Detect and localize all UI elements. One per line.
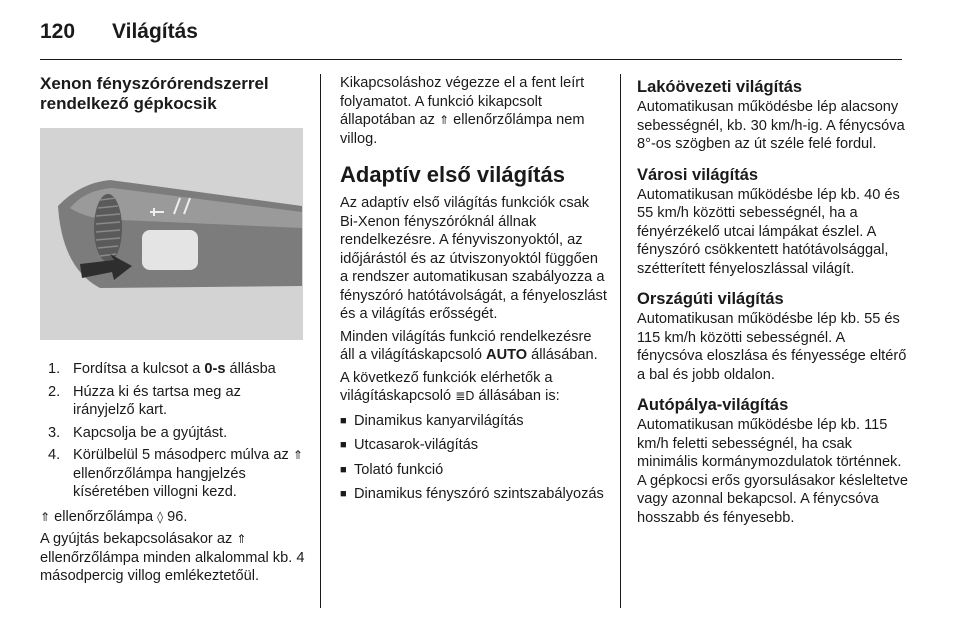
page-number: 120 (40, 20, 76, 43)
residential-lighting-heading: Lakóövezeti világítás (637, 78, 803, 96)
low-beam-position-note: A következő funkciók elérhetők a világításkapcsoló ≣D állásában is: (340, 369, 560, 404)
page-header (40, 20, 920, 60)
indicator-lamp-icon: ⇑ (439, 113, 450, 127)
column-3 (637, 74, 909, 531)
motorway-lighting-heading: Autópálya-világítás (637, 396, 789, 414)
step-item: 4. Körülbelül 5 másodperc múlva az ⇑ ellenőrzőlámpa hangjelzés kíséretében villogni kezd. (48, 447, 303, 500)
auto-position-note: Minden világítás funkció rendelkezésre áll a világításkapcsoló AUTO állásában. (340, 328, 598, 363)
list-item: ■ Dinamikus fényszóró szintszabályozás (340, 485, 610, 504)
list-item: ■ Dinamikus kanyarvilágítás (340, 412, 610, 431)
column-2 (340, 74, 610, 510)
indicator-lamp-icon: ⇑ (292, 448, 303, 462)
ignition-note: A gyújtás bekapcsolásakor az ⇑ ellenőrzőlámpa minden alkalommal kb. 4 másodpercig villog emlékeztetőül. (40, 531, 305, 584)
steps-list (40, 360, 306, 502)
step-item: 1. Fordítsa a kulcsot a 0-s állásba (48, 361, 276, 377)
column-divider (620, 74, 621, 608)
lamp-reference: ⇑ ellenőrzőlámpa ◊ 96. (40, 508, 188, 525)
country-road-lighting-text: Automatikusan működésbe lép kb. 55 és 115 km/h közötti sebességnél. A fénycsóva eloszlása és fényessége eltérő a bal és jobb oldalon. (637, 311, 907, 383)
residential-lighting-text: Automatikusan működésbe lép alacsony sebességnél, kb. 30 km/h-ig. A fénycsóva 8°-os szögben az út széle felé fordul. (637, 99, 905, 152)
step-item: 3. Kapcsolja be a gyújtást. (48, 424, 228, 441)
adaptive-lighting-heading: Adaptív első világítás (340, 162, 565, 187)
deactivate-note: Kikapcsoláshoz végezze el a fent leírt folyamatot. A funkció kikapcsolt állapotában az ⇑ ellenőrzőlámpa nem villog. (340, 75, 585, 147)
list-item: ■ Utcasarok-világítás (340, 436, 610, 455)
list-item: ■ Tolató funkció (340, 461, 610, 480)
functions-list (340, 412, 610, 504)
motorway-lighting-text: Automatikusan működésbe lép kb. 115 km/h feletti sebességnél, ha csak minimális kormánymozdulatok történnek. A gépkocsi erős gyorsulásakor késleltetve vagy azonnal bekapcsol. A fénycsóva hosszabb és fényesebb. (637, 417, 908, 526)
indicator-lamp-icon: ⇑ (40, 509, 51, 524)
headlight-lever-photo (40, 128, 303, 340)
indicator-lamp-icon: ⇑ (236, 532, 247, 546)
column-divider (320, 74, 321, 608)
xenon-heading: Xenon fényszórórendszerrel rendelkező gépkocsik (40, 74, 269, 113)
header-rule (40, 59, 902, 60)
page-section-title: Világítás (112, 20, 198, 43)
city-lighting-heading: Városi világítás (637, 165, 759, 184)
city-lighting-text: Automatikusan működésbe lép kb. 40 és 55 km/h közötti sebességnél, ha a fényérzékelő utcai lámpákat észlel. A fényszóró csökkentett hatótávolsággal, szétterített fényeloszlással világít. (637, 186, 900, 277)
column-1 (40, 74, 306, 590)
page-reference-arrow-icon: ◊ (157, 509, 164, 524)
step-item: 2. Húzza ki és tartsa meg az irányjelző kart. (48, 383, 241, 418)
low-beam-icon: ≣D (455, 389, 475, 403)
adaptive-lighting-intro: Az adaptív első világítás funkciók csak Bi-Xenon fényszóróknál állnak rendelkezésre. A fényviszonyoktól, az időjárástól és az útviszonyoktól függően a rendszer automatikusan szabályozza a fényszóró hatótávolságát, a fényeloszlást és a világítás erősségét. (340, 195, 607, 322)
country-road-lighting-heading: Országúti világítás (637, 290, 784, 308)
